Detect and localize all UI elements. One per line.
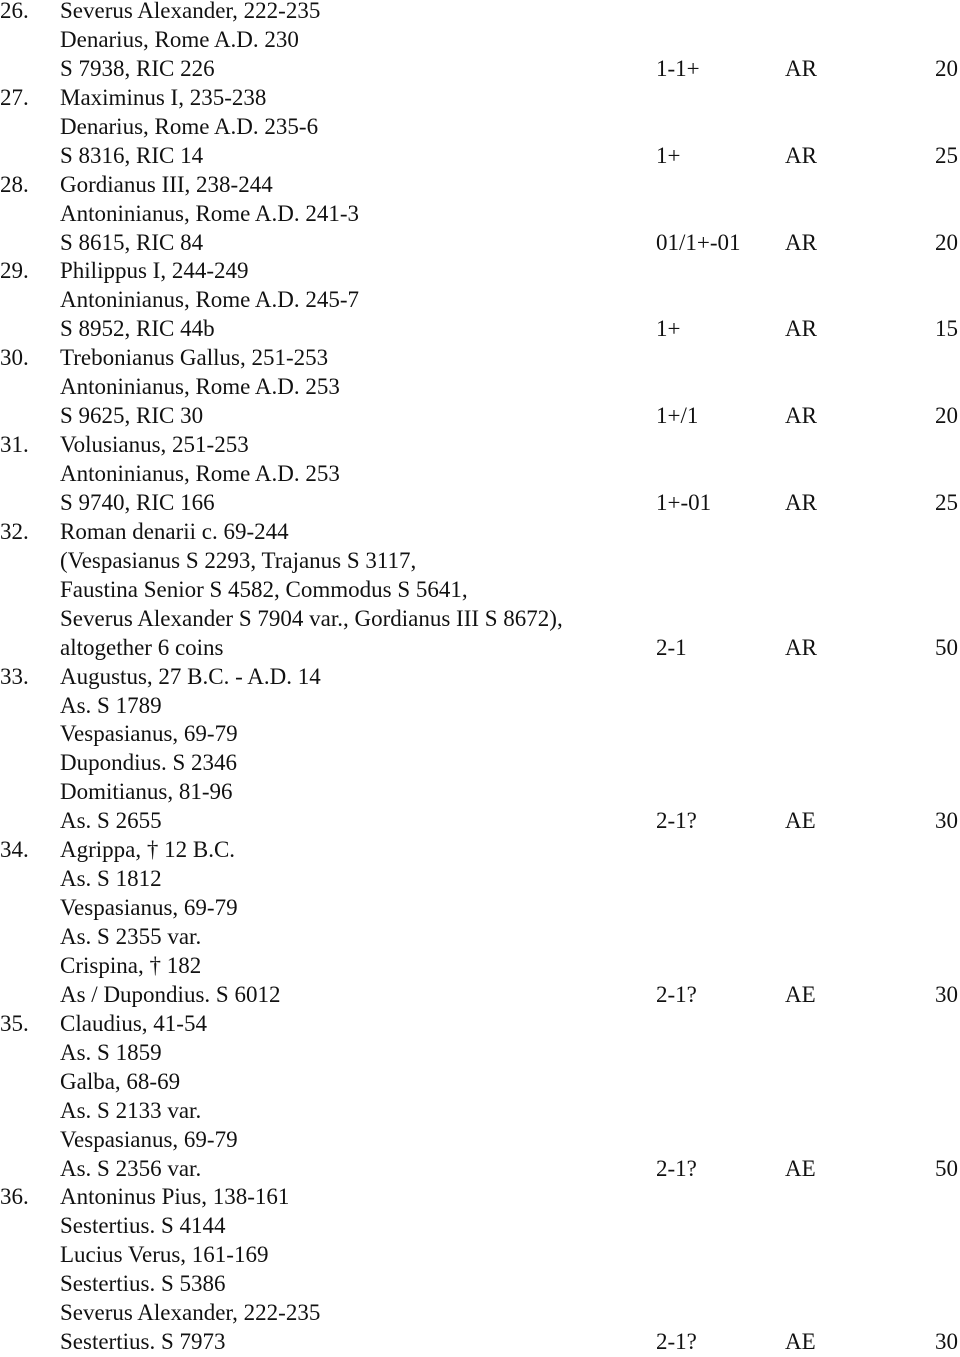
lot-grade: 1-1+ xyxy=(656,55,700,81)
lot-entry xyxy=(0,1183,960,1357)
lot-entry xyxy=(0,257,960,344)
lot-line xyxy=(0,1155,960,1184)
lot-number: 34. xyxy=(0,837,29,863)
lot-line xyxy=(0,315,960,344)
lot-description: Trebonianus Gallus, 251-253 xyxy=(60,345,329,371)
lot-description: S 8316, RIC 14 xyxy=(60,142,204,168)
lot-description: S 8952, RIC 44b xyxy=(60,316,215,342)
lot-line xyxy=(0,1068,960,1097)
lot-description: Agrippa, † 12 B.C. xyxy=(60,837,236,863)
lot-line xyxy=(0,1212,960,1241)
lot-description: Roman denarii c. 69-244 xyxy=(60,518,289,544)
lot-description: As. S 1789 xyxy=(60,692,162,718)
lot-description: Maximinus I, 235-238 xyxy=(60,84,267,110)
lot-metal: AR xyxy=(785,316,817,342)
lot-line xyxy=(0,807,960,836)
lot-description: Gordianus III, 238-244 xyxy=(60,171,273,197)
lot-line xyxy=(0,576,960,605)
lot-price: 20 xyxy=(935,229,958,255)
lot-line xyxy=(0,778,960,807)
lot-description: Philippus I, 244-249 xyxy=(60,258,249,284)
lot-number: 27. xyxy=(0,84,29,110)
lot-description: As / Dupondius. S 6012 xyxy=(60,981,281,1007)
lot-line xyxy=(0,1183,960,1212)
lot-number: 36. xyxy=(0,1184,29,1210)
lot-metal: AE xyxy=(785,1155,816,1181)
lot-number: 26. xyxy=(0,0,29,23)
lot-line xyxy=(0,1010,960,1039)
lot-line xyxy=(0,26,960,55)
lot-line xyxy=(0,200,960,229)
lot-line xyxy=(0,692,960,721)
lot-line xyxy=(0,84,960,113)
lot-line xyxy=(0,402,960,431)
lot-entry xyxy=(0,431,960,518)
lot-number: 29. xyxy=(0,258,29,284)
lot-number: 31. xyxy=(0,432,29,458)
lot-description: Faustina Senior S 4582, Commodus S 5641, xyxy=(60,576,468,602)
lot-description: Antoninus Pius, 138-161 xyxy=(60,1184,290,1210)
lot-description: Severus Alexander, 222-235 xyxy=(60,0,321,23)
lot-entry xyxy=(0,1010,960,1184)
lot-line xyxy=(0,229,960,258)
lot-price: 30 xyxy=(935,981,958,1007)
lot-grade: 01/1+-01 xyxy=(656,229,741,255)
lot-line xyxy=(0,460,960,489)
lot-line xyxy=(0,547,960,576)
lot-grade: 1+-01 xyxy=(656,489,712,515)
lot-line xyxy=(0,1097,960,1126)
lot-line xyxy=(0,1328,960,1357)
lot-grade: 2-1? xyxy=(656,808,697,834)
lot-description: As. S 2655 xyxy=(60,808,162,834)
lot-line xyxy=(0,0,960,26)
lot-description: Antoninianus, Rome A.D. 241-3 xyxy=(60,200,359,226)
lot-description: (Vespasianus S 2293, Trajanus S 3117, xyxy=(60,547,417,573)
lot-price: 50 xyxy=(935,1155,958,1181)
lot-description: Vespasianus, 69-79 xyxy=(60,895,238,921)
lot-description: Sestertius. S 5386 xyxy=(60,1271,226,1297)
lot-description: Lucius Verus, 161-169 xyxy=(60,1242,269,1268)
lot-line xyxy=(0,113,960,142)
lot-metal: AR xyxy=(785,229,817,255)
lot-number: 28. xyxy=(0,171,29,197)
lot-line xyxy=(0,55,960,84)
lot-description: Sestertius. S 7973 xyxy=(60,1329,226,1355)
lot-price: 20 xyxy=(935,55,958,81)
lot-line xyxy=(0,373,960,402)
lot-price: 30 xyxy=(935,808,958,834)
lot-description: Antoninianus, Rome A.D. 245-7 xyxy=(60,287,359,313)
lot-description: Severus Alexander S 7904 var., Gordianus III S 8672), xyxy=(60,605,563,631)
lot-entry xyxy=(0,836,960,1010)
lot-price: 25 xyxy=(935,489,958,515)
lot-line xyxy=(0,1241,960,1270)
lot-description: As. S 1859 xyxy=(60,1039,162,1065)
lot-number: 33. xyxy=(0,663,29,689)
lot-line xyxy=(0,952,960,981)
lot-metal: AE xyxy=(785,1329,816,1355)
lot-grade: 1+ xyxy=(656,142,681,168)
lot-line xyxy=(0,720,960,749)
lot-metal: AR xyxy=(785,489,817,515)
lot-line xyxy=(0,1270,960,1299)
lot-description: Antoninianus, Rome A.D. 253 xyxy=(60,374,340,400)
lot-grade: 2-1? xyxy=(656,981,697,1007)
lot-line xyxy=(0,286,960,315)
lot-description: Galba, 68-69 xyxy=(60,1068,181,1094)
lot-line xyxy=(0,981,960,1010)
lot-line xyxy=(0,1299,960,1328)
lot-number: 30. xyxy=(0,345,29,371)
lot-entry xyxy=(0,171,960,258)
lot-description: Severus Alexander, 222-235 xyxy=(60,1300,321,1326)
lot-line xyxy=(0,257,960,286)
lot-line xyxy=(0,663,960,692)
lot-price: 30 xyxy=(935,1329,958,1355)
lot-description: Denarius, Rome A.D. 230 xyxy=(60,26,299,52)
lot-price: 25 xyxy=(935,142,958,168)
lot-price: 15 xyxy=(935,316,958,342)
lot-line xyxy=(0,865,960,894)
lot-grade: 2-1? xyxy=(656,1329,697,1355)
lot-grade: 2-1 xyxy=(656,634,687,660)
lot-number: 32. xyxy=(0,518,29,544)
lot-description: Claudius, 41-54 xyxy=(60,1010,207,1036)
lot-description: S 8615, RIC 84 xyxy=(60,229,204,255)
lot-description: S 9625, RIC 30 xyxy=(60,403,204,429)
lot-grade: 2-1? xyxy=(656,1155,697,1181)
lot-description: Sestertius. S 4144 xyxy=(60,1213,226,1239)
lot-metal: AE xyxy=(785,981,816,1007)
lot-metal: AR xyxy=(785,142,817,168)
lot-line xyxy=(0,489,960,518)
lot-metal: AR xyxy=(785,403,817,429)
lot-description: altogether 6 coins xyxy=(60,634,224,660)
lot-description: S 9740, RIC 166 xyxy=(60,489,215,515)
lot-line xyxy=(0,431,960,460)
lot-number: 35. xyxy=(0,1010,29,1036)
lot-line xyxy=(0,923,960,952)
lot-entry xyxy=(0,0,960,84)
lot-description: As. S 2355 var. xyxy=(60,924,202,949)
lot-description: Antoninianus, Rome A.D. 253 xyxy=(60,461,340,486)
lot-line xyxy=(0,344,960,373)
lot-grade: 1+ xyxy=(656,316,681,342)
lot-line xyxy=(0,634,960,663)
lot-description: As. S 1812 xyxy=(60,866,162,892)
lot-description: Domitianus, 81-96 xyxy=(60,779,233,805)
lot-description: As. S 2356 var. xyxy=(60,1155,202,1181)
lot-description: Augustus, 27 B.C. - A.D. 14 xyxy=(60,663,321,689)
lot-description: Dupondius. S 2346 xyxy=(60,750,237,776)
lot-line xyxy=(0,1039,960,1068)
lot-description: Volusianus, 251-253 xyxy=(60,432,249,458)
lot-description: As. S 2133 var. xyxy=(60,1097,202,1123)
lot-line xyxy=(0,894,960,923)
lot-description: S 7938, RIC 226 xyxy=(60,55,215,81)
lot-description: Vespasianus, 69-79 xyxy=(60,721,238,747)
lot-line xyxy=(0,142,960,171)
lot-line xyxy=(0,1126,960,1155)
lot-line xyxy=(0,605,960,634)
lot-metal: AR xyxy=(785,55,817,81)
lot-entry xyxy=(0,518,960,663)
lot-line xyxy=(0,518,960,547)
lot-price: 50 xyxy=(935,634,958,660)
lot-line xyxy=(0,749,960,778)
lot-description: Vespasianus, 69-79 xyxy=(60,1126,238,1152)
lot-grade: 1+/1 xyxy=(656,403,699,429)
lot-line xyxy=(0,171,960,200)
lot-entry xyxy=(0,344,960,431)
lot-entry xyxy=(0,84,960,171)
lot-description: Denarius, Rome A.D. 235-6 xyxy=(60,113,319,139)
lot-description: Crispina, † 182 xyxy=(60,952,202,978)
lot-line xyxy=(0,836,960,865)
lot-metal: AE xyxy=(785,808,816,834)
lot-price: 20 xyxy=(935,403,958,429)
lot-entry xyxy=(0,663,960,837)
lot-metal: AR xyxy=(785,634,817,660)
